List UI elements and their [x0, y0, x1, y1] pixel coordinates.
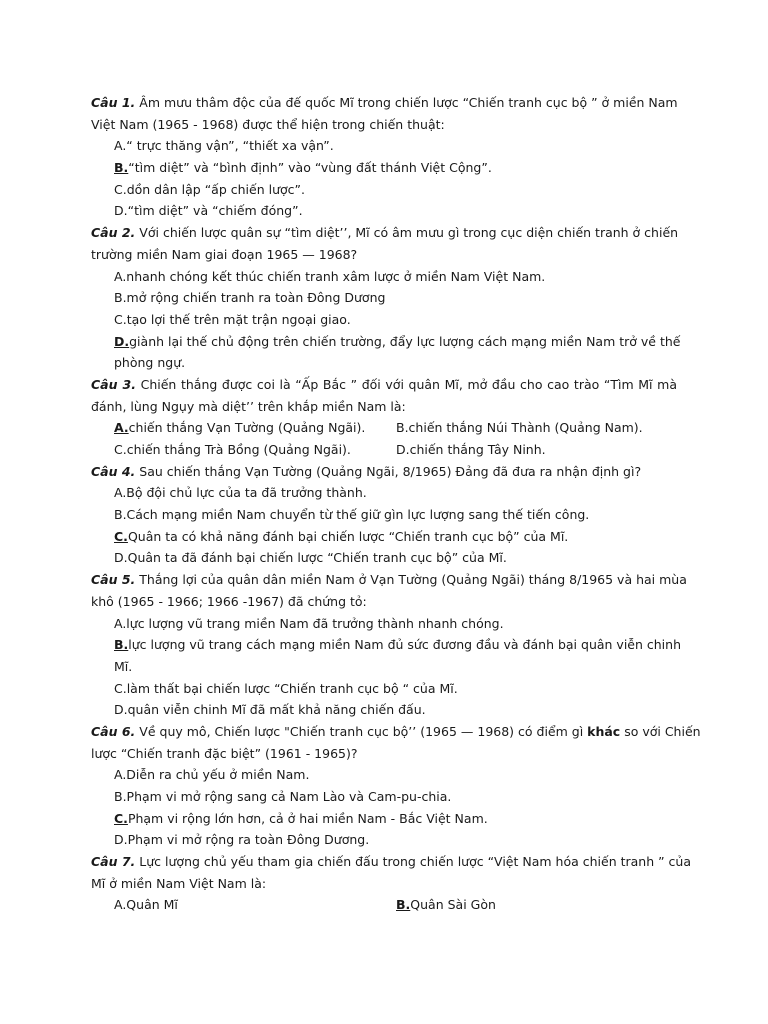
question-2-option-c: C.tạo lợi thế trên mặt trận ngoại giao.	[114, 311, 351, 327]
answer-letter: B.	[114, 160, 129, 176]
question-7-line-2: Mĩ ở miền Nam Việt Nam là:	[91, 875, 267, 891]
question-1-line-2: Việt Nam (1965 - 1968) được thể hiện trong chiến thuật:	[91, 116, 445, 132]
question-4-option-c: C.Quân ta có khả năng đánh bại chiến lược “Chiến tranh cục bộ” của Mĩ.	[114, 528, 569, 544]
question-5-option-b-continued: Mĩ.	[114, 658, 133, 674]
question-4-line-1: Câu 4. Sau chiến thắng Vạn Tường (Quảng Ngãi, 8/1965) Đảng đã đưa ra nhận định gì?	[91, 463, 642, 479]
question-1-option-b: B.“tìm diệt” và “bình định” vào “vùng đất thánh Việt Cộng”.	[114, 160, 492, 176]
question-3-option-d: D.chiến thắng Tây Ninh.	[396, 442, 546, 457]
question-2-line-1: Câu 2. Với chiến lược quân sự “tìm diệt’’, Mĩ có âm mưu gì trong cục diện chiến tranh ở chiến	[91, 225, 679, 241]
question-7-option-a: A.Quân Mĩ	[114, 897, 178, 913]
question-5-option-a: A.lực lượng vũ trang miền Nam đã trưởng thành nhanh chóng.	[114, 615, 504, 631]
question-3-option-b: B.chiến thắng Núi Thành (Quảng Nam).	[396, 420, 643, 436]
question-number: Câu 4.	[91, 463, 136, 479]
question-2-option-d-continued: phòng ngự.	[114, 355, 186, 371]
question-number: Câu 2.	[91, 225, 136, 241]
answer-letter: A.	[114, 420, 129, 436]
question-6-line-1: Câu 6. Về quy mô, Chiến lược "Chiến tranh cục bộ’’ (1965 — 1968) có điểm gì khác so với Chiến	[91, 723, 701, 739]
answer-letter: B.	[114, 637, 129, 653]
answer-letter: C.	[114, 810, 128, 826]
question-number: Câu 5.	[91, 572, 136, 588]
question-6-option-b: B.Phạm vi mở rộng sang cả Nam Lào và Cam-pu-chia.	[114, 789, 452, 804]
question-number: Câu 7.	[91, 854, 136, 870]
question-3-line-1: Câu 3. Chiến thắng được coi là “Ấp Bắc ” đối với quân Mĩ, mở đầu cho cao trào “Tìm Mĩ mà	[91, 376, 677, 392]
question-1-option-a: A.“ trực thăng vận”, “thiết xa vận”.	[114, 138, 334, 154]
answer-letter: D.	[114, 333, 130, 349]
emphasis-word: khác	[587, 723, 621, 739]
question-1-line-1: Câu 1. Âm mưu thâm độc của đế quốc Mĩ trong chiến lược “Chiến tranh cục bộ ” ở miền Nam	[91, 95, 678, 110]
question-1-option-d: D.“tìm diệt” và “chiếm đóng”.	[114, 203, 303, 219]
question-4-option-b: B.Cách mạng miền Nam chuyển từ thế giữ gìn lực lượng sang thế tiến công.	[114, 507, 590, 523]
question-number: Câu 3.	[91, 376, 136, 392]
question-7-options-row-1	[91, 894, 677, 916]
question-3-options-row-2	[91, 439, 677, 461]
answer-letter: B.	[396, 897, 411, 913]
question-6-option-a: A.Diễn ra chủ yếu ở miền Nam.	[114, 767, 310, 783]
question-1-option-c: C.dồn dân lập “ấp chiến lược”.	[114, 181, 305, 197]
question-5-option-c: C.làm thất bại chiến lược “Chiến tranh cục bộ “ của Mĩ.	[114, 680, 458, 696]
answer-letter: C.	[114, 528, 128, 544]
question-7-line-1: Câu 7. Lực lượng chủ yếu tham gia chiến đấu trong chiến lược “Việt Nam hóa chiến tranh ” của	[91, 854, 692, 870]
question-2-line-2: trường miền Nam giai đoạn 1965 — 1968?	[91, 246, 358, 262]
question-7-option-b: B.Quân Sài Gòn	[396, 897, 496, 913]
question-number: Câu 6.	[91, 723, 136, 739]
question-6-option-d: D.Phạm vi mở rộng ra toàn Đông Dương.	[114, 832, 370, 848]
question-6-line-2: lược “Chiến tranh đặc biệt” (1961 - 1965)?	[91, 745, 358, 761]
question-number: Câu 1.	[91, 95, 136, 110]
question-6-option-c: C.Phạm vi rộng lớn hơn, cả ở hai miền Nam - Bắc Việt Nam.	[114, 810, 488, 826]
question-5-option-d: D.quân viễn chinh Mĩ đã mất khả năng chiến đấu.	[114, 702, 426, 718]
question-2-option-d: D.giành lại thế chủ động trên chiến trường, đẩy lực lượng cách mạng miền Nam trở về thế	[114, 333, 681, 349]
question-4-option-a: A.Bộ đội chủ lực của ta đã trưởng thành.	[114, 485, 367, 501]
question-3-line-2: đánh, lùng Ngụy mà diệt’’ trên khắp miền Nam là:	[91, 398, 406, 414]
question-2-option-b: B.mở rộng chiến tranh ra toàn Đông Dương	[114, 290, 386, 306]
question-5-line-2: khô (1965 - 1966; 1966 -1967) đã chứng tỏ:	[91, 593, 367, 609]
question-3-option-c: C.chiến thắng Trà Bồng (Quảng Ngãi).	[114, 442, 351, 457]
document-body	[91, 92, 701, 916]
question-4-option-d: D.Quân ta đã đánh bại chiến lược “Chiến tranh cục bộ” của Mĩ.	[114, 550, 507, 566]
question-3-option-a: A.chiến thắng Vạn Tường (Quảng Ngãi).	[114, 420, 366, 436]
question-3-options-row-1	[91, 417, 677, 439]
question-5-line-1: Câu 5. Thắng lợi của quân dân miền Nam ở Vạn Tường (Quảng Ngãi) tháng 8/1965 và hai mùa	[91, 572, 687, 588]
question-2-option-a: A.nhanh chóng kết thúc chiến tranh xâm lược ở miền Nam Việt Nam.	[114, 268, 546, 284]
question-5-option-b: B.lực lượng vũ trang cách mạng miền Nam đủ sức đương đầu và đánh bại quân viễn chinh	[114, 637, 681, 653]
